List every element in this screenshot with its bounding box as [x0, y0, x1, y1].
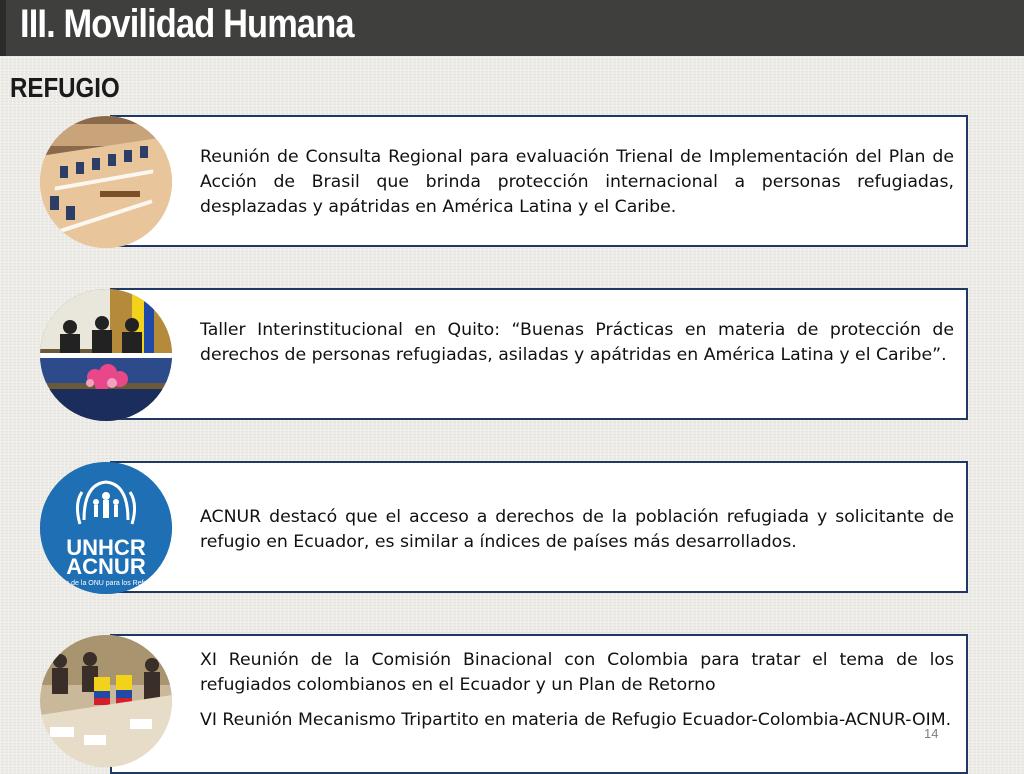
- item-card-4: [110, 634, 968, 774]
- item-card-2: [110, 288, 968, 420]
- logo-line-2: ACNUR: [66, 554, 146, 579]
- item-text-1: [200, 145, 954, 220]
- item-paragraph: XI Reunión de la Comisión Binacional con Colombia para tratar el tema de los refugiados colombianos en el Ecuador y un Plan de Retorno: [200, 650, 954, 695]
- item-paragraph: Reunión de Consulta Regional para evaluación Trienal de Implementación del Plan de Acción de Brasil que brinda protección internacional a personas refugiadas, desplazadas y apátridas en América Latina y el Caribe.: [200, 147, 954, 217]
- binational-meeting-photo-icon: [40, 635, 172, 767]
- logo-line-1: UNHCR: [66, 535, 146, 560]
- item-text-4: [200, 648, 954, 733]
- unhcr-logo-icon: [40, 462, 172, 594]
- slide-title: III. Movilidad Humana: [20, 2, 354, 46]
- panel-meeting-photo-icon: [40, 289, 172, 421]
- item-text-3: [200, 505, 954, 555]
- title-bar-accent: [0, 0, 6, 56]
- item-paragraph: ACNUR destacó que el acceso a derechos de la población refugiada y solicitante de refugio en Ecuador, es similar a índices de países más desarrollados.: [200, 507, 954, 552]
- logo-line-3: Agencia de la ONU para los Refugiados: [43, 580, 169, 587]
- title-bar: [0, 0, 1024, 56]
- item-paragraph: Taller Interinstitucional en Quito: “Buenas Prácticas en materia de protección de derechos de personas refugiadas, asiladas y apátridas en América Latina y el Caribe”.: [200, 320, 954, 365]
- page-number: 14: [924, 726, 939, 741]
- item-card-1: [110, 115, 968, 247]
- item-text-2: [200, 318, 954, 368]
- conference-room-photo-icon: [40, 116, 172, 248]
- section-subtitle: REFUGIO: [10, 72, 120, 103]
- item-paragraph: VI Reunión Mecanismo Tripartito en materia de Refugio Ecuador-Colombia-ACNUR-OIM.: [200, 710, 952, 730]
- item-card-3: [110, 461, 968, 593]
